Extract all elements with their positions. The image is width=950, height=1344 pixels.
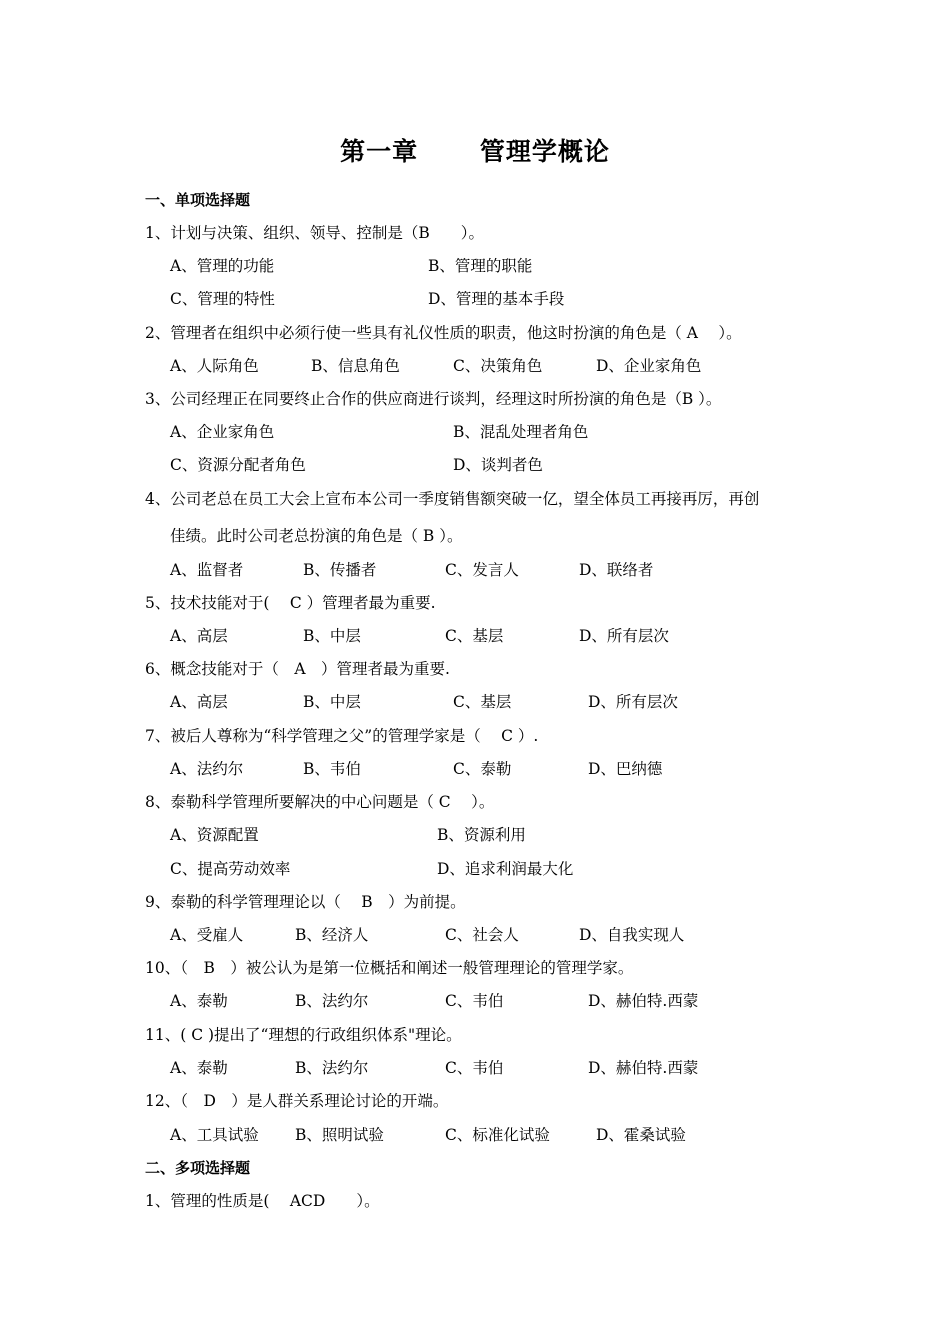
option-4b: B、传播者 — [303, 561, 377, 579]
option-6b: B、中层 — [303, 693, 361, 711]
option-2b: B、信息角色 — [311, 357, 400, 375]
option-2a: A、人际角色 — [170, 357, 259, 375]
option-11d: D、赫伯特.西蒙 — [588, 1059, 699, 1077]
question-11: 11、( C )提出了“理想的行政组织体系"理论。 — [145, 1026, 462, 1044]
option-7d: D、巴纳德 — [588, 760, 663, 778]
option-12d: D、霍桑试验 — [596, 1126, 686, 1144]
option-12a: A、工具试验 — [170, 1126, 259, 1144]
question-1: 1、计划与决策、组织、领导、控制是（B ）。 — [145, 224, 485, 242]
question-9: 9、泰勒的科学管理理论以（ B ）为前提。 — [145, 893, 466, 911]
option-4c: C、发言人 — [445, 561, 519, 579]
option-5b: B、中层 — [303, 627, 361, 645]
question-8: 8、泰勒科学管理所要解决的中心问题是（ C ）。 — [145, 793, 495, 811]
question-3: 3、公司经理正在同要终止合作的供应商进行谈判，经理这时所扮演的角色是（B ）。 — [145, 390, 722, 408]
question-10: 10、（ B ）被公认为是第一位概括和阐述一般管理理论的管理学家。 — [145, 959, 634, 977]
option-1d: D、管理的基本手段 — [428, 290, 565, 308]
section-heading-single-choice: 一、单项选择题 — [145, 191, 251, 209]
option-6d: D、所有层次 — [588, 693, 678, 711]
option-1c: C、管理的特性 — [170, 290, 275, 308]
option-11b: B、法约尔 — [295, 1059, 369, 1077]
option-7b: B、韦伯 — [303, 760, 361, 778]
option-9d: D、自我实现人 — [579, 926, 685, 944]
option-10d: D、赫伯特.西蒙 — [588, 992, 699, 1010]
option-9a: A、受雇人 — [170, 926, 244, 944]
option-11c: C、韦伯 — [445, 1059, 504, 1077]
option-8d: D、追求利润最大化 — [437, 860, 574, 878]
option-6c: C、基层 — [453, 693, 512, 711]
question-6: 6、概念技能对于（ A ）管理者最为重要. — [145, 660, 450, 678]
option-3b: B、混乱处理者角色 — [453, 423, 589, 441]
option-5d: D、所有层次 — [579, 627, 669, 645]
option-12c: C、标准化试验 — [445, 1126, 550, 1144]
option-5a: A、高层 — [170, 627, 228, 645]
option-9c: C、社会人 — [445, 926, 519, 944]
option-4d: D、联络者 — [579, 561, 654, 579]
option-6a: A、高层 — [170, 693, 228, 711]
option-2c: C、决策角色 — [453, 357, 543, 375]
option-3d: D、谈判者色 — [453, 456, 543, 474]
option-7c: C、泰勒 — [453, 760, 512, 778]
option-8b: B、资源利用 — [437, 826, 526, 844]
option-11a: A、泰勒 — [170, 1059, 228, 1077]
question-2: 2、管理者在组织中必须行使一些具有礼仪性质的职责，他这时扮演的角色是（ A ）。 — [145, 324, 742, 342]
option-3c: C、资源分配者角色 — [170, 456, 306, 474]
option-2d: D、企业家角色 — [596, 357, 702, 375]
section-heading-multi-choice: 二、多项选择题 — [145, 1159, 251, 1177]
option-10a: A、泰勒 — [170, 992, 228, 1010]
multi-question-1: 1、管理的性质是( ACD ）。 — [145, 1192, 380, 1210]
option-7a: A、法约尔 — [170, 760, 244, 778]
question-12: 12、（ D ）是人群关系理论讨论的开端。 — [145, 1092, 449, 1110]
option-10c: C、韦伯 — [445, 992, 504, 1010]
question-4-continued: 佳绩。此时公司老总扮演的角色是（ B ）。 — [170, 527, 463, 545]
question-4: 4、公司老总在员工大会上宣布本公司一季度销售额突破一亿，望全体员工再接再厉，再创 — [145, 490, 760, 508]
option-4a: A、监督者 — [170, 561, 244, 579]
option-3a: A、企业家角色 — [170, 423, 275, 441]
option-5c: C、基层 — [445, 627, 504, 645]
option-9b: B、经济人 — [295, 926, 369, 944]
option-10b: B、法约尔 — [295, 992, 369, 1010]
option-1a: A、管理的功能 — [170, 257, 275, 275]
option-8a: A、资源配置 — [170, 826, 259, 844]
option-1b: B、管理的职能 — [428, 257, 533, 275]
question-7: 7、被后人尊称为“科学管理之父”的管理学家是（ C ）. — [145, 727, 539, 745]
option-8c: C、提高劳动效率 — [170, 860, 291, 878]
page-title: 第一章 管理学概论 — [340, 137, 610, 166]
option-12b: B、照明试验 — [295, 1126, 384, 1144]
question-5: 5、技术技能对于( C ）管理者最为重要. — [145, 594, 436, 612]
